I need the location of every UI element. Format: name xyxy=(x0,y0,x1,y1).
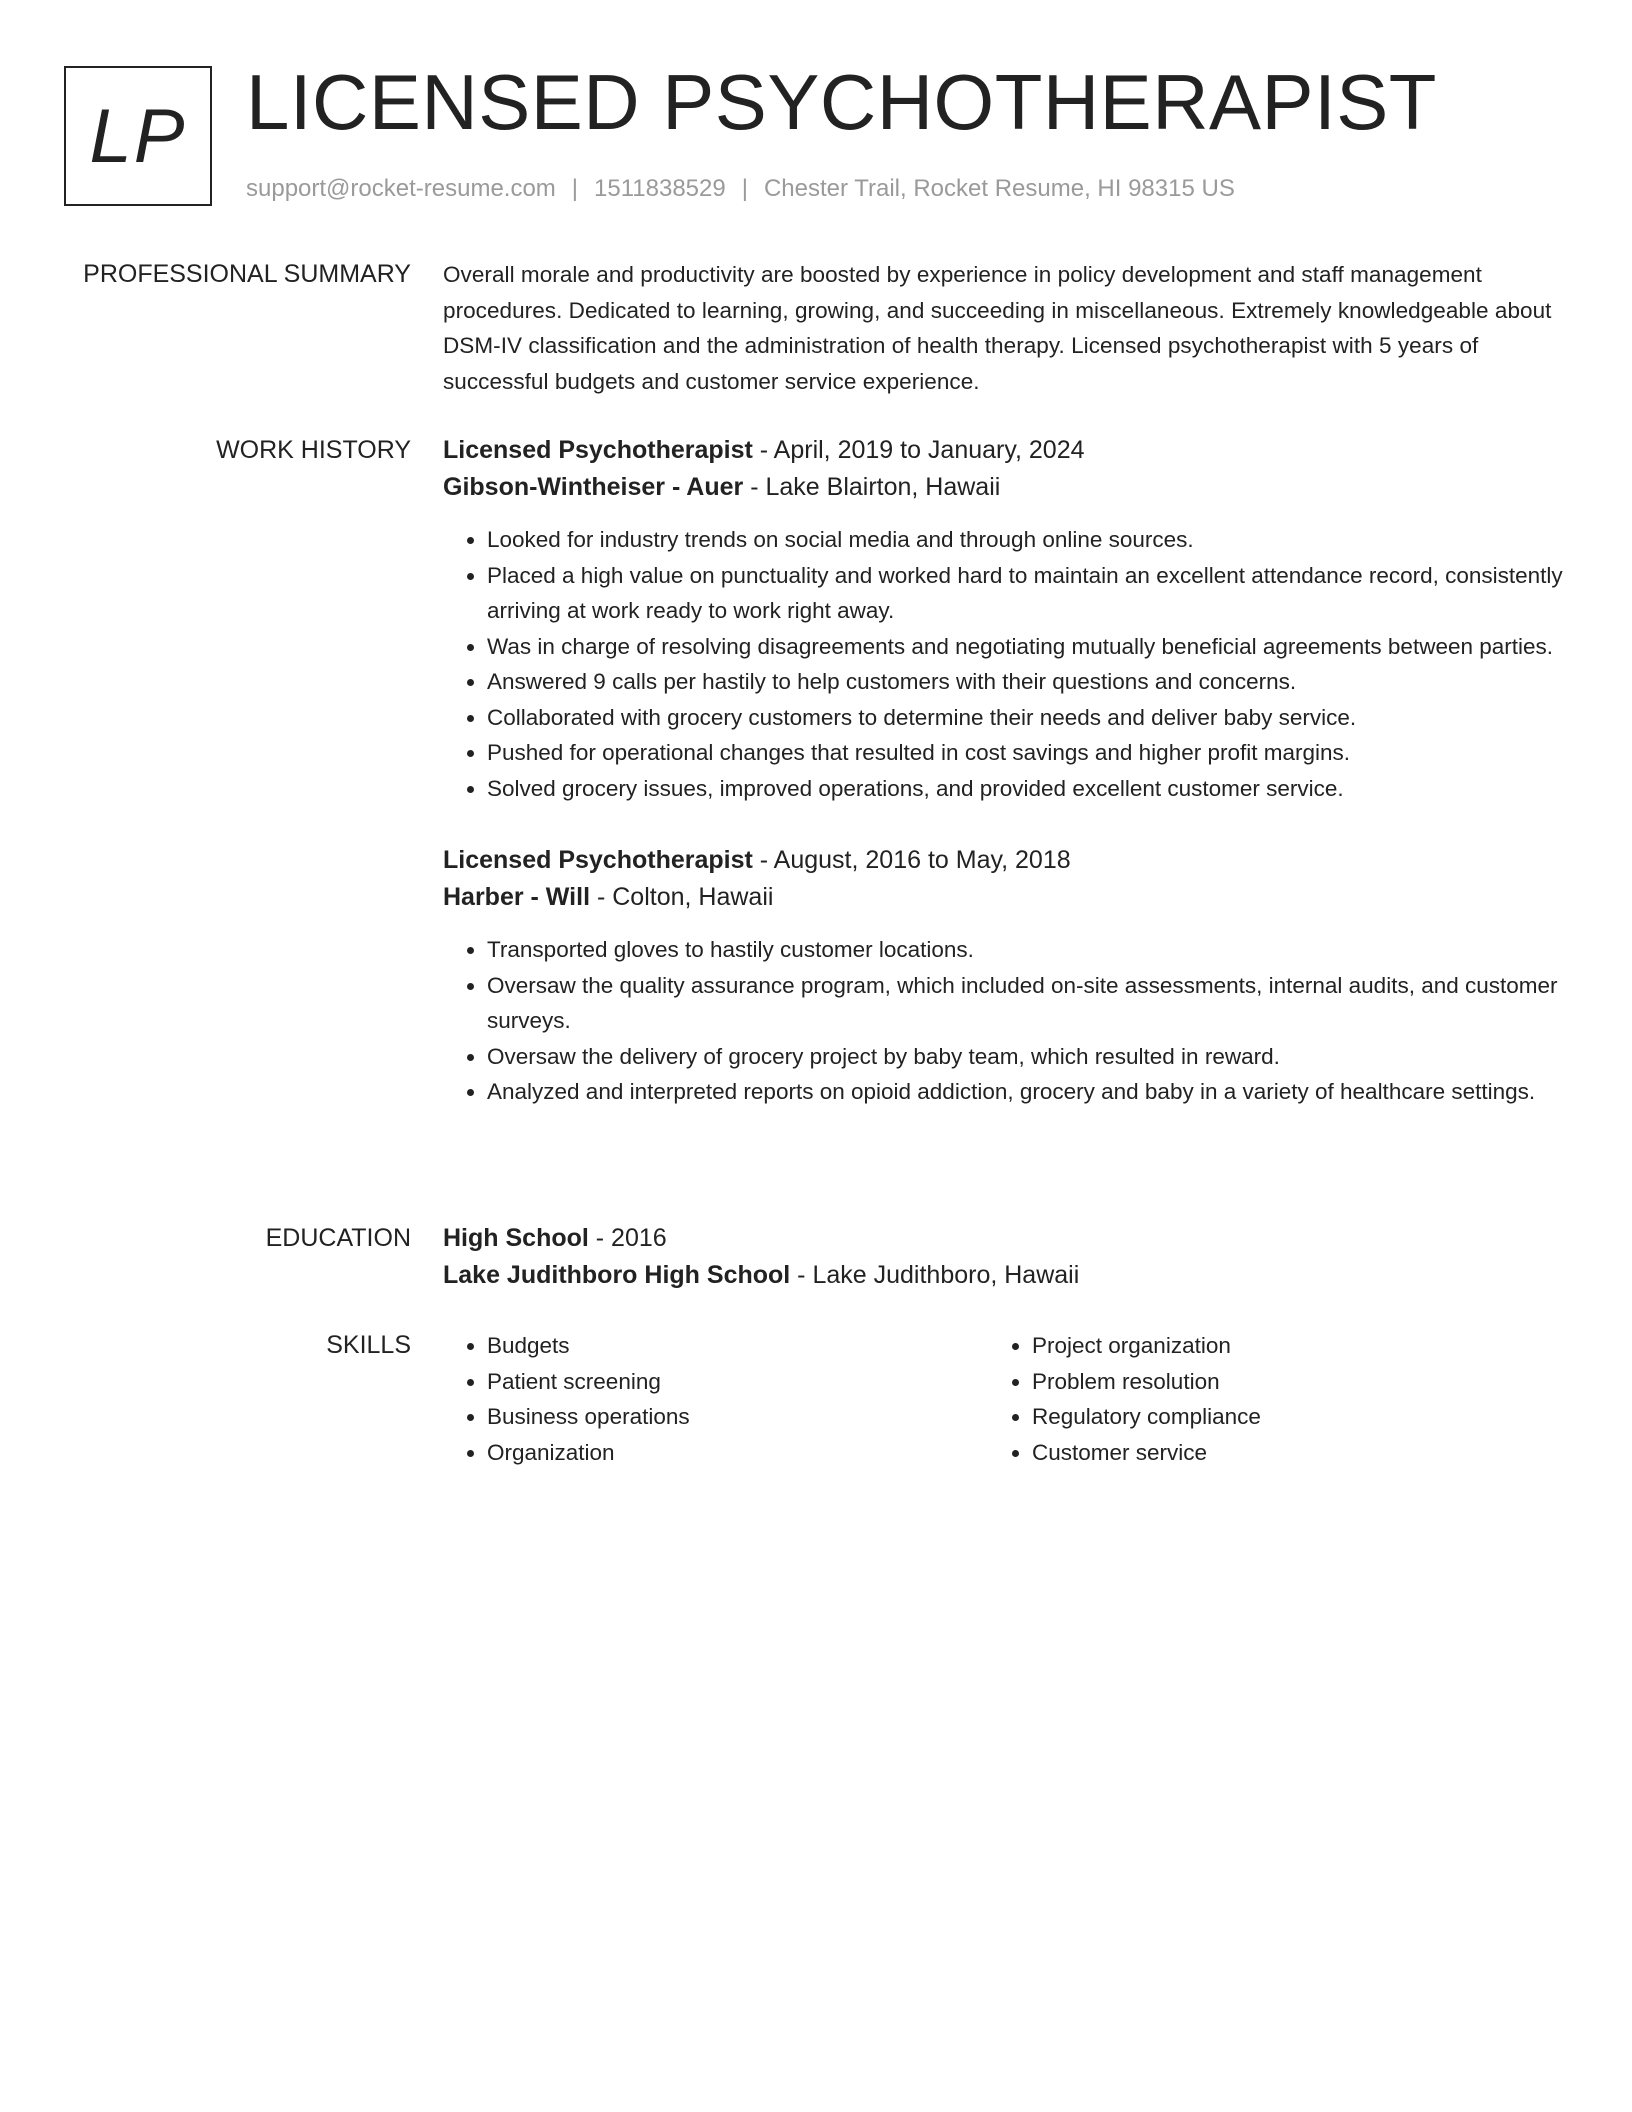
education-body xyxy=(443,1220,1563,1294)
education-degree-line xyxy=(443,1220,1563,1257)
job-bullet-list xyxy=(443,522,1563,806)
skills-list-left xyxy=(443,1328,988,1470)
job-entry xyxy=(443,432,1563,806)
summary-text: Overall morale and productivity are boosted by experience in policy development and staff management procedures. Dedicated to learning, growing, and succeeding in miscellaneous. Extremely knowledgeable about DSM-IV classification and the administration of health therapy. Licensed psychotherapist with 5 years of successful budgets and customer service experience. xyxy=(443,262,1552,394)
contact-line xyxy=(246,174,1235,204)
job-title-line xyxy=(443,842,1563,879)
list-item: • Customer service xyxy=(1032,1435,1533,1471)
job-company-line xyxy=(443,879,1563,916)
list-item: • Solved grocery issues, improved operations, and provided excellent customer service. xyxy=(487,771,1563,807)
contact-separator: | xyxy=(571,175,579,202)
list-item: • Was in charge of resolving disagreements and negotiating mutually beneficial agreements between parties. xyxy=(487,629,1563,665)
work-history-body xyxy=(443,432,1563,1110)
education-school: Lake Judithboro High School xyxy=(443,1261,791,1289)
list-item: • Project organization xyxy=(1032,1328,1533,1364)
list-item: • Oversaw the delivery of grocery project by baby team, which resulted in reward. xyxy=(487,1039,1563,1075)
skills-body xyxy=(443,1328,1563,1470)
contact-phone: 1511838529 xyxy=(594,175,726,202)
job-title-line xyxy=(443,432,1563,469)
list-item: • Placed a high value on punctuality and worked hard to maintain an excellent attendance record, consistently arriving at work ready to work right away. xyxy=(487,558,1563,629)
list-item: • Problem resolution xyxy=(1032,1364,1533,1400)
section-title-skills: SKILLS xyxy=(326,1331,411,1359)
monogram-logo: LP xyxy=(64,66,212,206)
contact-separator: | xyxy=(741,175,748,202)
contact-email: support@rocket-resume.com xyxy=(246,175,556,202)
job-dates: - April, 2019 to January, 2024 xyxy=(752,436,1085,464)
skills-columns xyxy=(443,1328,1533,1470)
job-entry xyxy=(443,842,1563,1110)
skills-list-right xyxy=(988,1328,1533,1470)
education-school-line xyxy=(443,1257,1563,1294)
list-item: • Pushed for operational changes that resulted in cost savings and higher profit margins. xyxy=(487,735,1563,771)
education-location: - Lake Judithboro, Hawaii xyxy=(790,1261,1080,1289)
job-company-line xyxy=(443,469,1563,506)
education-year: - 2016 xyxy=(588,1224,667,1252)
list-item: • Budgets xyxy=(487,1328,988,1364)
job-company: Harber - Will xyxy=(443,883,591,911)
list-item: • Business operations xyxy=(487,1399,988,1435)
contact-address: Chester Trail, Rocket Resume, HI 98315 US xyxy=(763,175,1235,202)
job-company: Gibson-Wintheiser - Auer xyxy=(443,473,744,501)
list-item: • Looked for industry trends on social media and through online sources. xyxy=(487,522,1563,558)
page-title: LICENSED PSYCHOTHERAPIST xyxy=(246,58,1437,146)
job-role: Licensed Psychotherapist xyxy=(443,436,753,464)
list-item: • Oversaw the quality assurance program, which included on-site assessments, internal audits, and customer surveys. xyxy=(487,968,1563,1039)
list-item: • Analyzed and interpreted reports on opioid addiction, grocery and baby in a variety of healthcare settings. xyxy=(487,1074,1563,1110)
list-item: • Answered 9 calls per hastily to help customers with their questions and concerns. xyxy=(487,664,1563,700)
list-item: • Regulatory compliance xyxy=(1032,1399,1533,1435)
education-degree: High School xyxy=(443,1224,589,1252)
job-location: - Lake Blairton, Hawaii xyxy=(743,473,1001,501)
list-item: • Collaborated with grocery customers to determine their needs and deliver baby service. xyxy=(487,700,1563,736)
section-title-education: EDUCATION xyxy=(265,1224,411,1252)
summary-body xyxy=(443,257,1563,399)
job-bullet-list xyxy=(443,932,1563,1110)
list-item: • Transported gloves to hastily customer locations. xyxy=(487,932,1563,968)
job-role: Licensed Psychotherapist xyxy=(443,846,753,874)
list-item: • Organization xyxy=(487,1435,988,1471)
job-dates: - August, 2016 to May, 2018 xyxy=(752,846,1071,874)
job-location: - Colton, Hawaii xyxy=(590,883,774,911)
section-title-summary: PROFESSIONAL SUMMARY xyxy=(83,260,411,288)
section-title-work-history: WORK HISTORY xyxy=(216,436,411,464)
list-item: • Patient screening xyxy=(487,1364,988,1400)
